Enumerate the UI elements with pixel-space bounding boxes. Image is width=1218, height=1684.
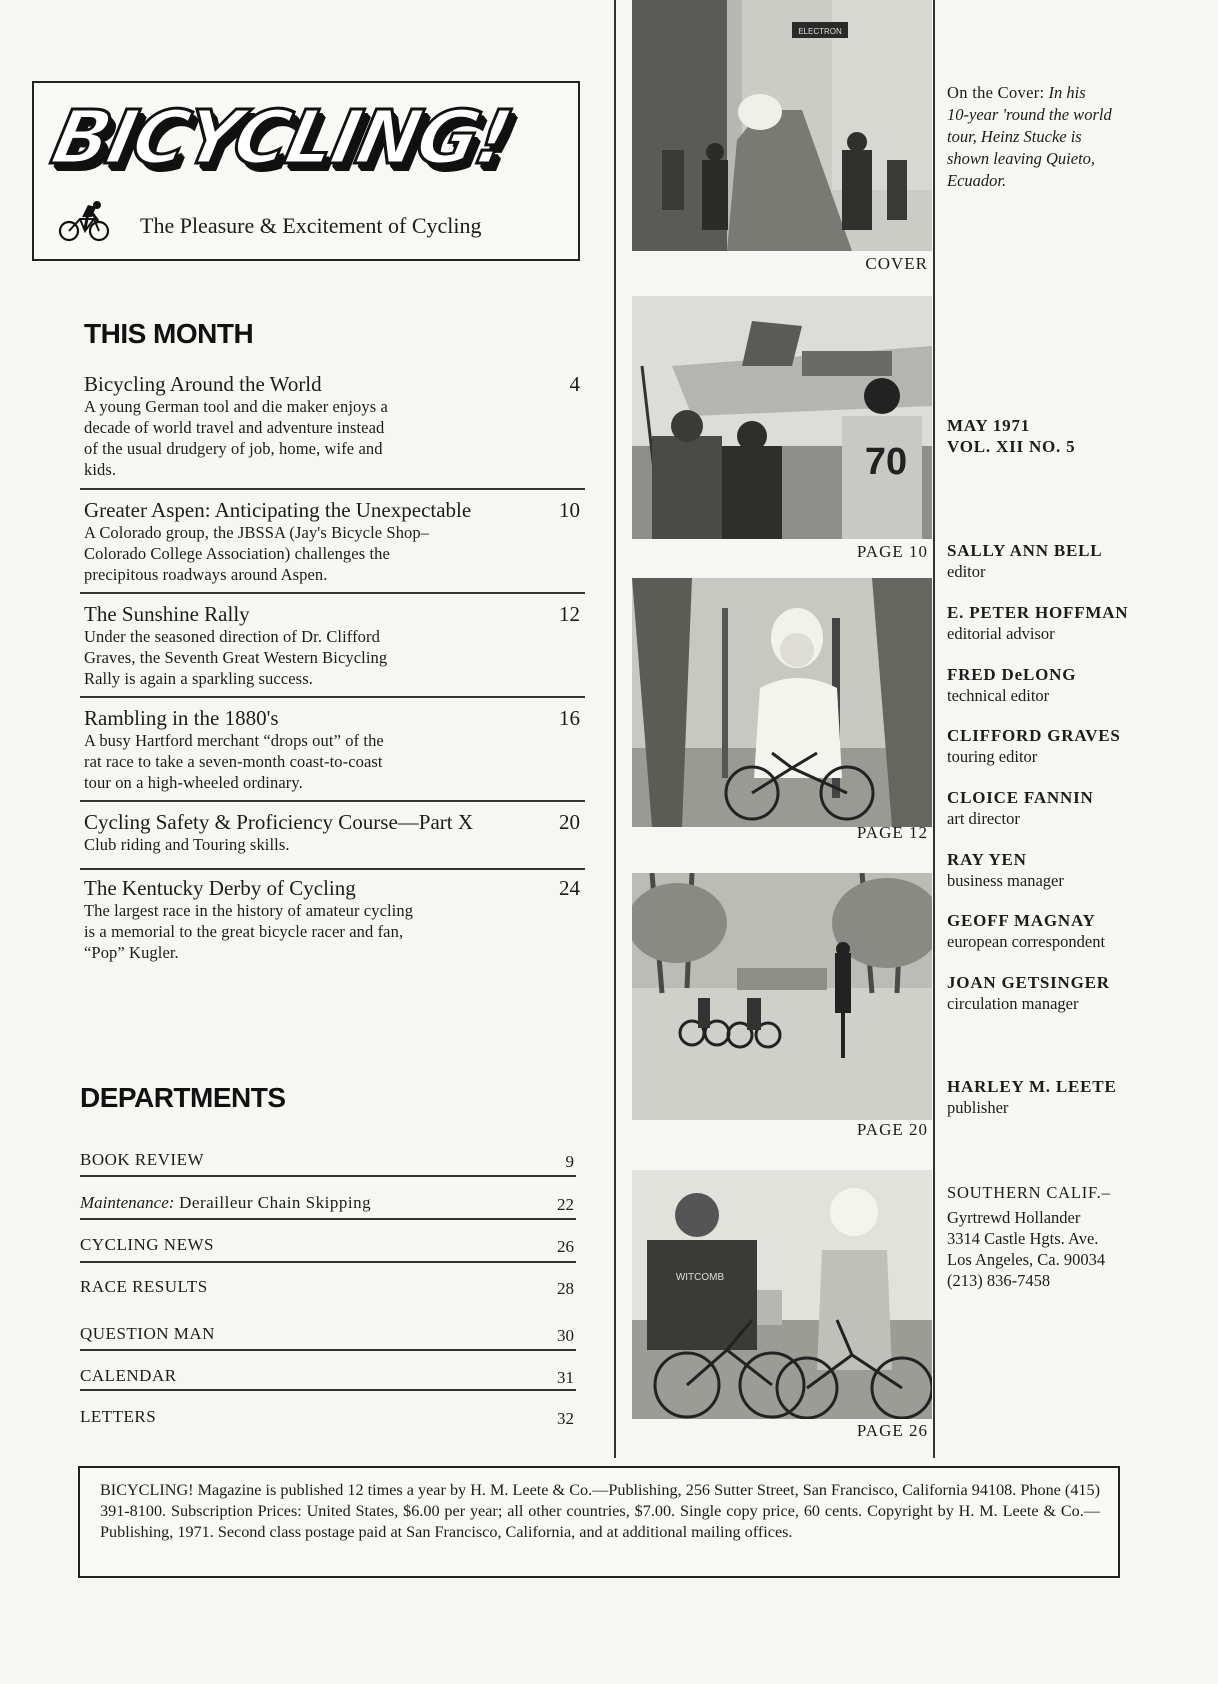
toc-entry-desc-line: is a memorial to the great bicycle racer and fan, (84, 922, 404, 941)
dept-item-label: LETTERS (80, 1407, 157, 1426)
toc-entry-page: 10 (559, 498, 580, 522)
staff-name: SALLY ANN BELL (947, 541, 1103, 560)
southern-calif-contact (947, 1182, 1207, 1291)
toc-entry-title: The Sunshine Rally (84, 602, 250, 626)
dept-item-label: QUESTION MAN (80, 1324, 215, 1343)
contact-phone: (213) 836-7458 (947, 1271, 1051, 1290)
toc-entry-desc-line: Rally is again a sparkling success. (84, 669, 313, 688)
publication-notice (78, 1466, 1120, 1578)
staff-role: editorial advisor (947, 624, 1055, 643)
cover-note-label: On the Cover: (947, 83, 1045, 102)
page-12-photo[interactable] (632, 578, 932, 827)
page-26-photo-image (632, 1170, 932, 1419)
divider (80, 1389, 576, 1391)
dept-item[interactable] (80, 1399, 576, 1433)
contact-address: Los Angeles, Ca. 90034 (947, 1250, 1106, 1269)
this-month-heading: THIS MONTH (84, 318, 254, 349)
cyclist-icon (58, 199, 110, 243)
toc-entry-desc-line: Colorado College Association) challenges the (84, 544, 390, 563)
photo-caption: PAGE 26 (856, 1421, 928, 1440)
toc-entry-desc-line: precipitous roadways around Aspen. (84, 565, 328, 584)
page-20-photo-image (632, 873, 932, 1120)
toc-entry-page: 4 (569, 372, 580, 396)
divider (80, 1349, 576, 1351)
photo-caption: PAGE 12 (856, 823, 928, 842)
magazine-logo: BICYCLING! (44, 95, 518, 181)
staff-entry (947, 910, 1207, 952)
staff-name: RAY YEN (947, 850, 1027, 869)
dept-item-page: 9 (565, 1152, 574, 1171)
toc-entry-desc-line: kids. (84, 460, 117, 479)
divider (80, 488, 585, 490)
staff-entry (947, 1076, 1207, 1118)
southern-calif-heading: SOUTHERN CALIF.– (947, 1183, 1111, 1202)
toc-entry-desc-line: decade of world travel and adventure instead (84, 418, 385, 437)
toc-entry[interactable] (84, 602, 584, 689)
toc-entry[interactable] (84, 876, 584, 963)
staff-name: JOAN GETSINGER (947, 973, 1110, 992)
dept-item[interactable] (80, 1142, 576, 1176)
column-rule-right (933, 0, 935, 1458)
dept-item-label: RACE RESULTS (80, 1277, 208, 1296)
staff-name: GEOFF MAGNAY (947, 911, 1096, 930)
toc-entry-desc-line: rat race to take a seven-month coast-to-coast (84, 752, 383, 771)
dept-item-page: 31 (557, 1368, 574, 1387)
divider (80, 800, 585, 802)
cover-note-line: 10-year 'round the world (947, 105, 1112, 124)
toc-entry[interactable] (84, 372, 584, 480)
toc-entry-title: Greater Aspen: Anticipating the Unexpectable (84, 498, 472, 522)
toc-entry-desc-line: A young German tool and die maker enjoys a (84, 397, 388, 416)
page-10-photo-image (632, 296, 932, 539)
page-10-photo[interactable] (632, 296, 932, 539)
divider (80, 1261, 576, 1263)
svg-text:ELECTRON: ELECTRON (798, 27, 842, 36)
staff-entry (947, 664, 1207, 706)
toc-entry-page: 20 (559, 810, 580, 834)
staff-name: CLOICE FANNIN (947, 788, 1094, 807)
toc-entry-desc-line: Under the seasoned direction of Dr. Clifford (84, 627, 380, 646)
toc-entry-desc-line: of the usual drudgery of job, home, wife and (84, 439, 383, 458)
cover-note-line: Ecuador. (947, 171, 1007, 190)
dept-item[interactable] (80, 1227, 576, 1261)
cover-note (947, 82, 1207, 192)
divider (80, 1175, 576, 1177)
photo-caption: PAGE 20 (856, 1120, 928, 1139)
toc-entry-desc-line: Graves, the Seventh Great Western Bicycling (84, 648, 388, 667)
dept-item-page: 32 (557, 1409, 574, 1428)
cover-photo[interactable] (632, 0, 932, 251)
toc-entry-page: 24 (559, 876, 580, 900)
column-rule-left (614, 0, 616, 1458)
toc-entry-desc-line: A Colorado group, the JBSSA (Jay's Bicycle Shop– (84, 523, 430, 542)
dept-item-page: 28 (557, 1279, 574, 1298)
dept-item-label: Maintenance: Derailleur Chain Skipping (80, 1193, 372, 1212)
staff-role: publisher (947, 1098, 1009, 1117)
staff-role: business manager (947, 871, 1064, 890)
toc-entry-desc-line: The largest race in the history of amateur cycling (84, 901, 414, 920)
divider (80, 868, 585, 870)
staff-entry (947, 540, 1207, 582)
toc-entry-title: Bicycling Around the World (84, 372, 322, 396)
issue-volume: VOL. XII NO. 5 (947, 437, 1076, 456)
staff-role: technical editor (947, 686, 1050, 705)
staff-role: european correspondent (947, 932, 1106, 951)
divider (80, 1218, 576, 1220)
staff-name: E. PETER HOFFMAN (947, 603, 1129, 622)
departments-heading: DEPARTMENTS (80, 1082, 286, 1113)
cover-note-line: In his (1044, 83, 1086, 102)
dept-item-label: BOOK REVIEW (80, 1150, 205, 1169)
staff-name: CLIFFORD GRAVES (947, 726, 1121, 745)
staff-role: editor (947, 562, 986, 581)
toc-entry-page: 12 (559, 602, 580, 626)
toc-entry[interactable] (84, 706, 584, 793)
staff-name: HARLEY M. LEETE (947, 1077, 1117, 1096)
toc-entry-page: 16 (559, 706, 580, 730)
page-20-photo[interactable] (632, 873, 932, 1120)
cover-note-line: shown leaving Quieto, (947, 149, 1096, 168)
tagline: The Pleasure & Excitement of Cycling (140, 213, 482, 238)
page-12-photo-image (632, 578, 932, 827)
divider (80, 696, 585, 698)
svg-text:70: 70 (864, 441, 908, 483)
staff-role: touring editor (947, 747, 1038, 766)
contact-name: Gyrtrewd Hollander (947, 1208, 1081, 1227)
toc-entry-desc-line: A busy Hartford merchant “drops out” of the (84, 731, 384, 750)
cover-photo-image (632, 0, 932, 251)
dept-item[interactable] (80, 1316, 576, 1350)
toc-entry-desc-line: Club riding and Touring skills. (84, 835, 290, 854)
publication-notice-text: BICYCLING! Magazine is published 12 times a year by H. M. Leete & Co.—Publishing, 256 Sutter Street, San Francisco, California 94108. Phone (415) 391-8100. Subscription Prices: United States, $6.00 per year; all other countries, $7.00. Single copy price, 60 cents. Copyright by H. M. Leete & Co.—Publishing, 1971. Second class postage paid at San Francisco, California, and at additional mailing offices. (100, 1481, 1100, 1541)
toc-entry-title: Cycling Safety & Proficiency Course—Part X (84, 810, 474, 834)
dept-item-page: 30 (557, 1326, 574, 1345)
dept-item-page: 22 (557, 1195, 574, 1214)
staff-role: circulation manager (947, 994, 1079, 1013)
staff-entry (947, 725, 1207, 767)
staff-entry (947, 849, 1207, 891)
svg-text:WITCOMB: WITCOMB (675, 1272, 725, 1283)
contact-address: 3314 Castle Hgts. Ave. (947, 1229, 1099, 1248)
issue-date: MAY 1971 (947, 416, 1031, 435)
dept-item-page: 26 (557, 1237, 574, 1256)
staff-entry (947, 602, 1207, 644)
photo-caption: PAGE 10 (856, 542, 928, 561)
cover-note-line: tour, Heinz Stucke is (947, 127, 1082, 146)
dept-item-label: CYCLING NEWS (80, 1235, 214, 1254)
photo-caption: COVER (865, 254, 928, 273)
page-26-photo[interactable] (632, 1170, 932, 1419)
staff-role: art director (947, 809, 1020, 828)
toc-entry-desc-line: “Pop” Kugler. (84, 943, 179, 962)
dept-item[interactable] (80, 1269, 576, 1303)
toc-entry[interactable] (84, 498, 584, 585)
staff-name: FRED DeLONG (947, 665, 1077, 684)
staff-entry (947, 787, 1207, 829)
dept-item-label: CALENDAR (80, 1366, 177, 1385)
staff-entry (947, 972, 1207, 1014)
toc-entry-desc-line: tour on a high-wheeled ordinary. (84, 773, 303, 792)
dept-item[interactable] (80, 1185, 576, 1219)
toc-entry-title: Rambling in the 1880's (84, 706, 279, 730)
divider (80, 592, 585, 594)
toc-entry-title: The Kentucky Derby of Cycling (84, 876, 356, 900)
masthead (32, 81, 580, 261)
dept-item[interactable] (80, 1358, 576, 1392)
toc-entry[interactable] (84, 810, 584, 855)
